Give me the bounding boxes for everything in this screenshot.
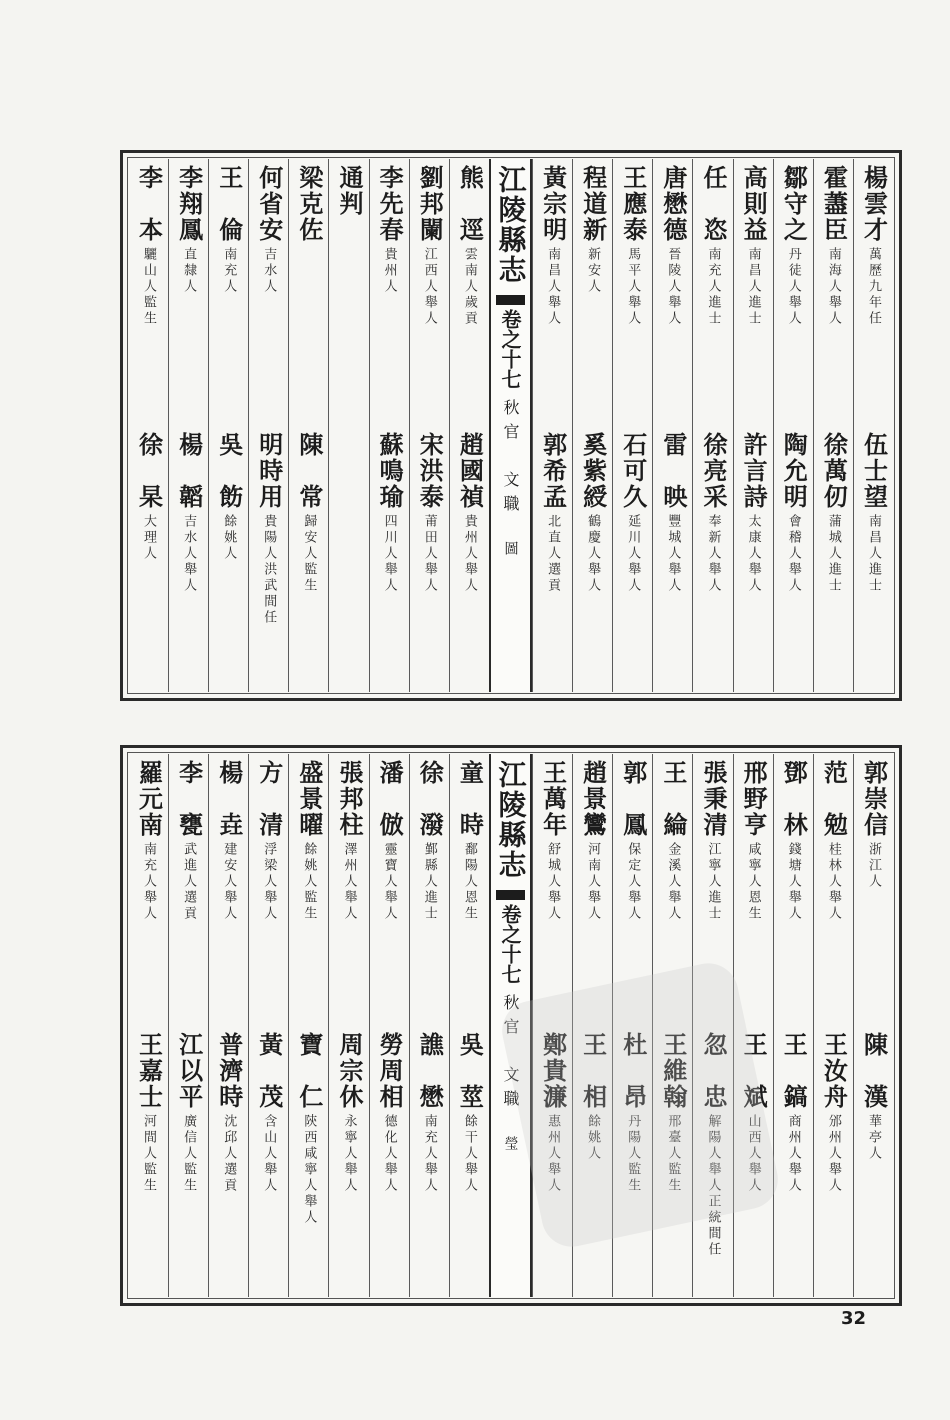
official-note: 丹徒人舉人 — [785, 247, 801, 327]
official-entry — [734, 426, 773, 693]
official-name: 陶允明 — [779, 431, 809, 510]
official-entry — [329, 1026, 368, 1298]
official-note: 雲南人歲貢 — [461, 247, 477, 327]
official-name: 王 鎬 — [779, 1031, 809, 1110]
section-label: 秋官 文職 — [500, 399, 520, 519]
leaf-mark: 圖 — [502, 541, 519, 555]
official-entry — [169, 159, 208, 426]
official-entry — [370, 159, 409, 426]
official-name: 忽 忠 — [699, 1031, 728, 1110]
official-note: 金溪人舉人 — [665, 842, 681, 922]
official-note: 靈寶人舉人 — [381, 842, 397, 922]
official-note: 浮梁人舉人 — [261, 842, 277, 922]
text-column — [572, 159, 612, 692]
official-name: 李 本 — [134, 165, 164, 243]
official-name: 王汝舟 — [819, 1031, 849, 1110]
official-entry — [814, 754, 853, 1026]
official-name: 何省安 — [254, 165, 284, 243]
official-name: 徐亮采 — [699, 431, 728, 510]
official-name: 李先春 — [375, 165, 405, 243]
official-entry — [653, 159, 692, 426]
official-name: 鄭貴濂 — [538, 1031, 568, 1110]
official-name: 趙國禎 — [455, 431, 485, 510]
text-column — [652, 159, 692, 692]
official-note: 貴州人舉人 — [461, 513, 477, 594]
official-entry — [573, 159, 612, 426]
official-name: 楊 韜 — [174, 431, 204, 510]
official-name: 邢野亨 — [739, 760, 769, 838]
text-column — [129, 754, 168, 1297]
official-note: 會稽人舉人 — [785, 513, 801, 594]
official-name: 徐萬仞 — [819, 431, 849, 510]
official-note: 商州人舉人 — [785, 1113, 801, 1194]
official-entry — [410, 159, 449, 426]
text-column — [773, 754, 813, 1297]
official-entry — [774, 754, 813, 1026]
official-name: 普濟時 — [214, 1031, 244, 1110]
official-entry — [370, 754, 409, 1026]
official-entry — [209, 159, 248, 426]
official-note: 南昌人進士 — [745, 247, 761, 327]
official-entry — [734, 159, 773, 426]
official-name: 程道新 — [578, 165, 608, 243]
official-note: 新安人 — [585, 247, 601, 295]
official-entry — [854, 1026, 893, 1298]
official-note: 浙江人 — [865, 842, 881, 890]
official-note: 太康人舉人 — [745, 513, 761, 594]
text-column — [168, 159, 208, 692]
text-column — [813, 159, 853, 692]
text-column — [449, 159, 489, 692]
official-name: 鄧 林 — [779, 760, 809, 838]
text-column — [853, 159, 893, 692]
official-note: 餘干人舉人 — [461, 1113, 477, 1194]
text-column — [853, 754, 893, 1297]
official-entry — [854, 754, 893, 1026]
text-column — [449, 754, 489, 1297]
official-entry — [289, 1026, 328, 1298]
official-entry — [249, 754, 288, 1026]
official-name: 劉邦闌 — [415, 165, 445, 243]
official-entry — [854, 426, 893, 693]
text-column — [328, 159, 368, 692]
official-name: 周宗休 — [335, 1031, 365, 1110]
official-note: 奉新人舉人 — [705, 513, 721, 594]
text-column — [532, 159, 572, 692]
official-entry — [533, 159, 572, 426]
official-entry — [169, 754, 208, 1026]
official-note: 直隸人 — [181, 247, 197, 295]
official-name: 王 斌 — [739, 1031, 769, 1110]
official-note: 鄞縣人進士 — [421, 842, 437, 922]
official-note: 舒城人舉人 — [545, 842, 561, 922]
page-number: 32 — [840, 1308, 866, 1329]
official-note: 鄱陽人恩生 — [461, 842, 477, 922]
official-note: 江西人舉人 — [421, 247, 437, 327]
official-note: 南昌人進士 — [865, 513, 881, 594]
official-name: 唐懋德 — [658, 165, 688, 243]
official-name: 通判 — [335, 165, 365, 217]
official-note: 餘姚人 — [585, 1113, 601, 1162]
official-name: 王 倫 — [214, 165, 244, 243]
official-note: 山西人舉人 — [745, 1113, 761, 1194]
official-name: 郭 鳳 — [618, 760, 648, 838]
section-label: 秋官 文職 — [500, 994, 520, 1114]
official-entry — [209, 426, 248, 693]
official-note: 南昌人舉人 — [545, 247, 561, 327]
text-column — [129, 159, 168, 692]
top-columns — [129, 159, 893, 692]
official-note: 含山人舉人 — [261, 1113, 277, 1194]
official-note: 邠州人舉人 — [825, 1113, 841, 1194]
text-column — [409, 159, 449, 692]
official-name: 黃 茂 — [254, 1031, 284, 1110]
official-entry — [533, 426, 572, 693]
official-name: 盛景曜 — [294, 760, 324, 838]
official-name: 楊雲才 — [859, 165, 889, 243]
official-note: 沈邱人選貢 — [221, 1113, 237, 1194]
official-entry — [814, 159, 853, 426]
official-entry — [329, 754, 368, 1026]
official-entry — [410, 1026, 449, 1298]
official-note: 歸安人監生 — [301, 513, 317, 594]
text-column — [288, 754, 328, 1297]
official-name: 奚紫綬 — [578, 431, 608, 510]
leaf-mark: 瑩 — [502, 1136, 519, 1150]
official-note: 豐城人舉人 — [665, 513, 681, 594]
text-column — [813, 754, 853, 1297]
official-entry — [169, 426, 208, 693]
official-name: 徐 杲 — [134, 431, 164, 510]
official-note: 江寧人進士 — [705, 842, 721, 922]
official-note: 南海人舉人 — [825, 247, 841, 327]
official-note: 吉水人舉人 — [181, 513, 197, 594]
official-note: 錢塘人舉人 — [785, 842, 801, 922]
official-entry — [169, 1026, 208, 1298]
official-name: 張邦柱 — [335, 760, 365, 838]
official-note: 陝西咸寧人舉人 — [301, 1113, 317, 1226]
official-name: 江以平 — [174, 1031, 204, 1110]
official-entry — [410, 426, 449, 693]
book-title: 江陵縣志 — [494, 760, 528, 880]
official-note: 澤州人舉人 — [341, 842, 357, 922]
official-entry — [289, 754, 328, 1026]
official-note: 驪山人監生 — [140, 247, 156, 327]
text-column — [208, 159, 248, 692]
official-name: 郭希孟 — [538, 431, 568, 510]
official-note: 萬歷九年任 — [865, 247, 881, 327]
text-column — [248, 754, 288, 1297]
library-stamp-watermark — [497, 958, 784, 1252]
official-entry — [329, 426, 368, 693]
official-name: 梁克佐 — [294, 165, 324, 243]
official-note: 鶴慶人舉人 — [585, 513, 601, 594]
official-note: 貴陽人洪武間任 — [261, 513, 277, 626]
official-note: 馬平人舉人 — [625, 247, 641, 327]
text-column — [208, 754, 248, 1297]
official-entry — [129, 159, 168, 426]
official-entry — [329, 159, 368, 426]
official-note: 北直人選貢 — [545, 513, 561, 594]
official-entry — [249, 1026, 288, 1298]
text-column — [248, 159, 288, 692]
official-entry — [209, 754, 248, 1026]
text-column — [612, 159, 652, 692]
official-name: 宋洪泰 — [415, 431, 445, 510]
official-name: 陳 常 — [294, 431, 324, 510]
official-name: 吳 飭 — [214, 431, 244, 510]
official-name: 羅元南 — [134, 760, 164, 838]
official-note: 四川人舉人 — [381, 513, 397, 594]
official-entry — [814, 426, 853, 693]
official-note: 晉陵人舉人 — [665, 247, 681, 327]
official-name: 李 甕 — [174, 760, 204, 838]
official-name: 勞周相 — [375, 1031, 405, 1110]
official-entry — [370, 1026, 409, 1298]
official-note: 吉水人 — [261, 247, 277, 295]
official-name: 許言詩 — [739, 431, 769, 510]
official-name: 郭崇信 — [859, 760, 889, 838]
official-entry — [774, 159, 813, 426]
official-name: 王應泰 — [618, 165, 648, 243]
official-entry — [249, 159, 288, 426]
official-name: 童 時 — [455, 760, 485, 838]
official-note: 惠州人舉人 — [545, 1113, 561, 1194]
official-name: 熊 逕 — [455, 165, 485, 243]
official-note: 咸寧人恩生 — [745, 842, 761, 922]
official-note: 南充人舉人 — [421, 1113, 437, 1194]
official-name: 任 恣 — [699, 165, 728, 243]
official-name: 杜 昂 — [618, 1031, 648, 1110]
official-entry — [734, 754, 773, 1026]
official-name: 伍士望 — [859, 431, 889, 510]
official-note: 德化人舉人 — [381, 1113, 397, 1194]
official-name: 張秉清 — [699, 760, 728, 838]
official-note: 邢臺人監生 — [665, 1113, 681, 1194]
official-entry — [289, 426, 328, 693]
official-note: 延川人舉人 — [625, 513, 641, 594]
official-name: 李翔鳳 — [174, 165, 204, 243]
official-name: 王嘉士 — [134, 1031, 164, 1110]
center-fold-column — [489, 159, 532, 692]
official-note: 永寧人舉人 — [341, 1113, 357, 1194]
top-page — [120, 150, 902, 701]
official-entry — [774, 1026, 813, 1298]
official-note: 華亭人 — [865, 1113, 881, 1162]
official-note: 解陽人舉人正統間任 — [705, 1113, 721, 1258]
official-name: 吳 莖 — [455, 1031, 485, 1110]
official-name: 高則益 — [739, 165, 769, 243]
official-note: 餘姚人 — [221, 513, 237, 562]
text-column — [409, 754, 449, 1297]
text-column — [773, 159, 813, 692]
official-name: 方 清 — [254, 760, 284, 838]
volume-label: 卷之十七 — [496, 890, 525, 984]
text-column — [328, 754, 368, 1297]
official-entry — [653, 426, 692, 693]
official-entry — [370, 426, 409, 693]
text-column — [369, 159, 409, 692]
official-name: 徐 潑 — [415, 760, 445, 838]
official-name: 雷 映 — [658, 431, 688, 510]
official-name: 王萬年 — [538, 760, 568, 838]
official-name: 王維翰 — [658, 1031, 688, 1110]
official-entry — [693, 426, 732, 693]
official-entry — [209, 1026, 248, 1298]
volume-label: 卷之十七 — [496, 295, 525, 389]
official-note: 保定人舉人 — [625, 842, 641, 922]
official-note: 南充人 — [221, 247, 237, 295]
official-name: 范 勉 — [819, 760, 849, 838]
official-entry — [613, 159, 652, 426]
official-entry — [450, 754, 489, 1026]
official-note: 桂林人舉人 — [825, 842, 841, 922]
official-note: 貴州人 — [381, 247, 397, 295]
official-name: 石可久 — [618, 431, 648, 510]
official-entry — [289, 159, 328, 426]
official-entry — [129, 426, 168, 693]
official-name: 寶 仁 — [294, 1031, 324, 1110]
official-note: 南充人進士 — [705, 247, 721, 327]
official-note: 蒲城人進士 — [825, 513, 841, 594]
official-entry — [450, 159, 489, 426]
official-name: 潘 倣 — [375, 760, 405, 838]
official-entry — [410, 754, 449, 1026]
text-column — [692, 159, 732, 692]
official-entry — [774, 426, 813, 693]
official-note: 建安人舉人 — [221, 842, 237, 922]
official-name: 王 相 — [578, 1031, 608, 1110]
text-column — [288, 159, 328, 692]
official-entry — [450, 426, 489, 693]
book-title: 江陵縣志 — [494, 165, 528, 285]
official-note: 武進人選貢 — [181, 842, 197, 922]
official-entry — [613, 426, 652, 693]
official-note: 大理人 — [140, 513, 156, 562]
official-name: 楊 垚 — [214, 760, 244, 838]
text-column — [733, 159, 773, 692]
official-note: 南充人舉人 — [140, 842, 156, 922]
official-name: 明時用 — [254, 431, 284, 510]
official-note: 河間人監生 — [140, 1113, 156, 1194]
official-entry — [854, 159, 893, 426]
official-note: 河南人舉人 — [585, 842, 601, 922]
official-name: 霍藎臣 — [819, 165, 849, 243]
official-name: 趙景鸞 — [578, 760, 608, 838]
official-entry — [450, 1026, 489, 1298]
official-name: 鄒守之 — [779, 165, 809, 243]
text-column — [369, 754, 409, 1297]
official-entry — [573, 426, 612, 693]
official-name: 陳 漢 — [859, 1031, 889, 1110]
official-entry — [693, 159, 732, 426]
official-note: 餘姚人監生 — [301, 842, 317, 922]
official-name: 黃宗明 — [538, 165, 568, 243]
text-column — [168, 754, 208, 1297]
official-entry — [249, 426, 288, 693]
official-note: 丹陽人監生 — [625, 1113, 641, 1194]
official-note: 莆田人舉人 — [421, 513, 437, 594]
official-name: 譙 懋 — [415, 1031, 445, 1110]
official-name: 蘇鳴瑜 — [375, 431, 405, 510]
official-note: 廣信人監生 — [181, 1113, 197, 1194]
official-entry — [129, 1026, 168, 1298]
official-entry — [533, 754, 572, 1026]
official-entry — [129, 754, 168, 1026]
official-name: 王 綸 — [658, 760, 688, 838]
official-entry — [814, 1026, 853, 1298]
